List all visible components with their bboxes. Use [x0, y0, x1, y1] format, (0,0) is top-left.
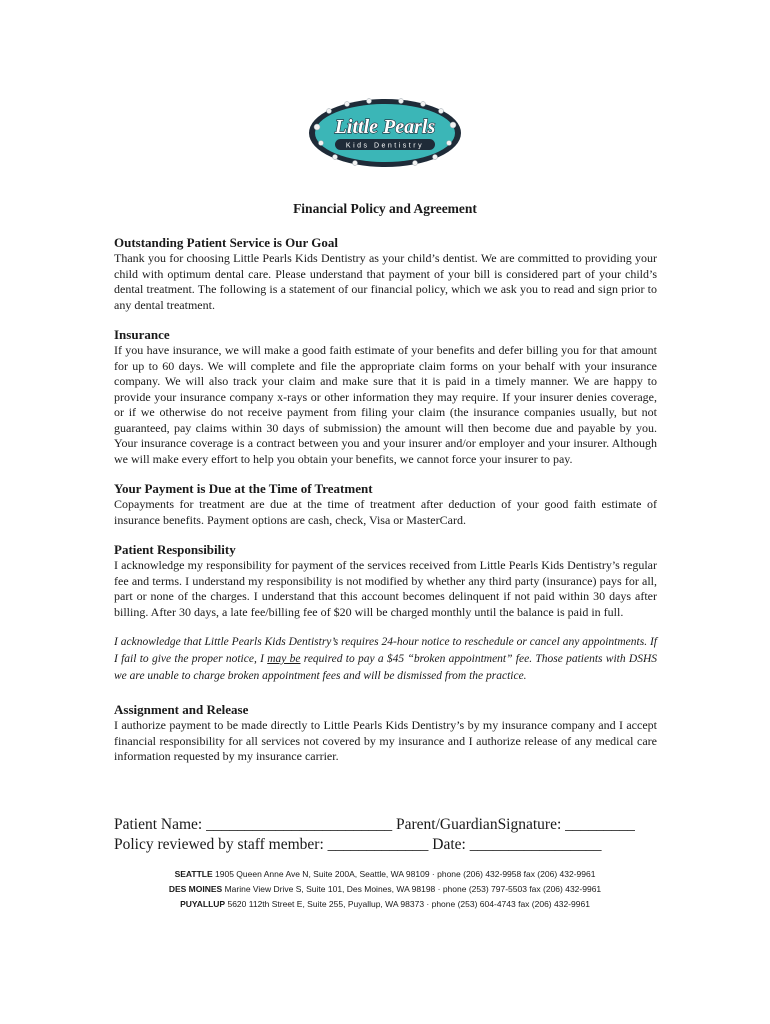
logo — [307, 97, 463, 169]
patient-signature-line[interactable]: Patient Name: ________________________ Parent/GuardianSignature: _________ — [114, 816, 635, 833]
section-payment-due — [114, 481, 657, 528]
notice-text-end: required to pay a $45 “broken appointment” fee. Those patients with DSHS we are unable to charge broken appointment fees and will be dismissed from the practice. — [114, 653, 657, 682]
footer-location-seattle — [0, 867, 770, 882]
section-patient-responsibility — [114, 542, 657, 620]
location-details: 1905 Queen Anne Ave N, Suite 200A, Seattle, WA 98109 · phone (206) 432-9958 fax (206) 432-9961 — [212, 869, 596, 879]
section-text: Copayments for treatment are due at the time of treatment after deduction of your good faith estimate of insurance benefits. Payment options are cash, check, Visa or MasterCard. — [114, 497, 657, 527]
footer-location-des-moines — [0, 882, 770, 897]
section-text: Thank you for choosing Little Pearls Kids Dentistry as your child’s dentist. We are committed to providing your child with optimum dental care. Please understand that payment of your bill is considered part of your child’s dental treatment. The following is a statement of our financial policy, which we ask you to read and sign prior to any dental treatment. — [114, 251, 657, 312]
section-text: If you have insurance, we will make a good faith estimate of your benefits and defer billing you for that amount for up to 60 days. We will complete and file the appropriate claim forms on your behalf with your insurance company. We will also track your claim and make sure that it is paid in a timely manner. We are happy to provide your insurance company x-rays or other information they may require. If your insurer denies coverage, or if we otherwise do not receive payment from filing your claim (the insurance companies usually, but not guaranteed, pay claims within 30 days of submission) the amount will then become due and payable by you. Your insurance coverage is a contract between you and your insurer and/or employer and your insurer. Although we will make every effort to help you obtain your benefits, we cannot force your insurer to pay. — [114, 343, 657, 466]
section-heading: Assignment and Release — [114, 702, 249, 717]
location-city: DES MOINES — [168, 884, 223, 894]
footer-locations — [0, 867, 770, 912]
section-assignment-release — [114, 702, 657, 765]
footer-location-puyallup — [0, 897, 770, 912]
section-heading: Insurance — [114, 327, 170, 342]
section-patient-service — [114, 235, 657, 313]
notice-text-start: I acknowledge that Little Pearls Kids Dentistry’s requires 24-hour notice to reschedule or cancel any appointments. If I fail to give the proper notice, I — [114, 636, 657, 665]
logo-brand-text: Little Pearls — [334, 116, 436, 138]
section-heading: Outstanding Patient Service is Our Goal — [114, 235, 339, 250]
location-details: 5620 112th Street E, Suite 255, Puyallup, WA 98373 · phone (253) 604-4743 fax (206) 432-9961 — [225, 899, 590, 909]
section-insurance — [114, 327, 657, 467]
cancellation-notice — [114, 634, 657, 685]
section-heading: Your Payment is Due at the Time of Treatment — [114, 481, 373, 496]
policy-content — [114, 235, 657, 779]
location-details: Marine View Drive S, Suite 101, Des Moines, WA 98198 · phone (253) 797-5503 fax (206) 432-9961 — [222, 884, 602, 894]
section-text: I authorize payment to be made directly to Little Pearls Kids Dentistry’s by my insurance company and I accept financial responsibility for all services not covered by my insurance and I authorize release of any medical care information requested by my insurance carrier. — [114, 718, 657, 763]
logo-graphic — [307, 97, 463, 169]
location-city: PUYALLUP — [180, 899, 226, 909]
notice-underlined: may be — [267, 653, 301, 665]
staff-review-line[interactable]: Policy reviewed by staff member: _____________ Date: _________________ — [114, 836, 602, 853]
page-title: Financial Policy and Agreement — [293, 201, 477, 216]
signature-form — [114, 815, 674, 855]
section-heading: Patient Responsibility — [114, 542, 236, 557]
section-text: I acknowledge my responsibility for payment of the services received from Little Pearls Kids Dentistry’s regular fee and terms. I understand my responsibility is not modified by whether any third party (insurance) pays for all, part or none of the charges. I understand that this account becomes delinquent if not paid within 30 days after billing. After 30 days, a late fee/billing fee of $20 will be charged monthly until the balance is paid in full. — [114, 558, 657, 619]
location-city: SEATTLE — [174, 869, 213, 879]
logo-tagline-text: Kids Dentistry — [345, 142, 425, 150]
